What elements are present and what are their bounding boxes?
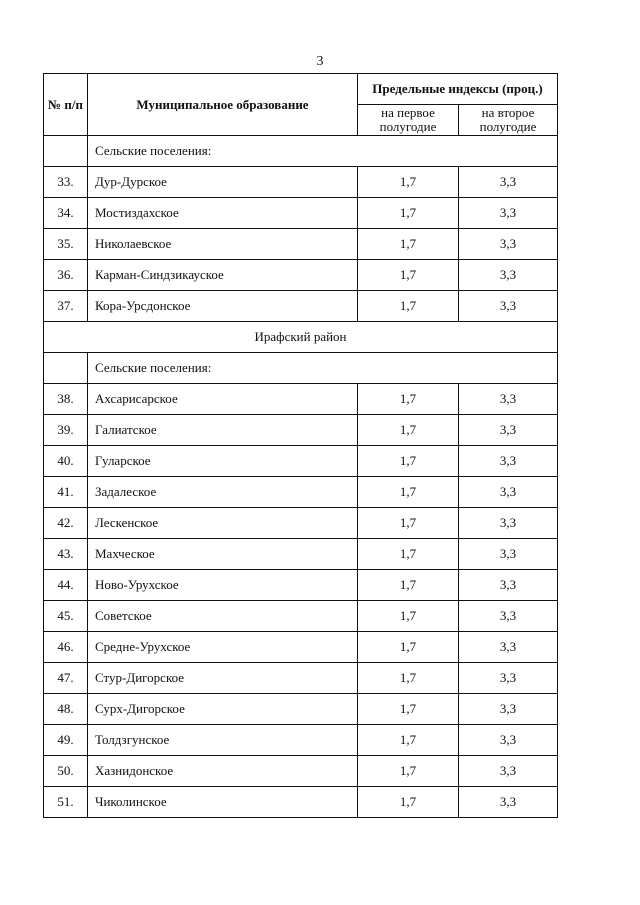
row-second-half-value: 3,3: [459, 663, 558, 694]
row-name: Стур-Дигорское: [88, 663, 358, 694]
row-name: Махческое: [88, 539, 358, 570]
row-second-half-value: 3,3: [459, 756, 558, 787]
table-row: [44, 477, 558, 508]
row-second-half-value: 3,3: [459, 415, 558, 446]
row-first-half-value: 1,7: [358, 756, 459, 787]
row-number: 33.: [44, 167, 88, 198]
row-second-half-value: 3,3: [459, 725, 558, 756]
row-first-half-value: 1,7: [358, 632, 459, 663]
row-second-half-value: 3,3: [459, 694, 558, 725]
row-number: 34.: [44, 198, 88, 229]
section-label: Ирафский район: [44, 322, 558, 353]
row-name: Сурх-Дигорское: [88, 694, 358, 725]
row-number: 49.: [44, 725, 88, 756]
row-number: 39.: [44, 415, 88, 446]
table-row: [44, 570, 558, 601]
row-first-half-value: 1,7: [358, 477, 459, 508]
row-name: Задалеское: [88, 477, 358, 508]
row-number: 37.: [44, 291, 88, 322]
table-row: [44, 446, 558, 477]
row-name: Средне-Урухское: [88, 632, 358, 663]
table-row: [44, 632, 558, 663]
header-num: № п/п: [44, 74, 88, 136]
table-row: [44, 787, 558, 818]
table-row: [44, 756, 558, 787]
subheader-label: Сельские поселения:: [88, 353, 558, 384]
row-name: Чиколинское: [88, 787, 358, 818]
row-name: Гуларское: [88, 446, 358, 477]
row-number: 38.: [44, 384, 88, 415]
row-name: Хазнидонское: [88, 756, 358, 787]
header-first-half: на первое полугодие: [358, 105, 459, 136]
row-name: Мостиздахское: [88, 198, 358, 229]
page-number: 3: [316, 54, 324, 69]
row-second-half-value: 3,3: [459, 539, 558, 570]
table-row: [44, 663, 558, 694]
row-name: Карман-Синдзикауское: [88, 260, 358, 291]
row-number: 35.: [44, 229, 88, 260]
row-first-half-value: 1,7: [358, 663, 459, 694]
row-first-half-value: 1,7: [358, 570, 459, 601]
empty-cell: [44, 353, 88, 384]
row-name: Ново-Урухское: [88, 570, 358, 601]
row-first-half-value: 1,7: [358, 384, 459, 415]
table-row: [44, 260, 558, 291]
subheader-label: Сельские поселения:: [88, 136, 558, 167]
empty-cell: [44, 136, 88, 167]
row-name: Кора-Урсдонское: [88, 291, 358, 322]
row-number: 42.: [44, 508, 88, 539]
row-first-half-value: 1,7: [358, 601, 459, 632]
row-number: 48.: [44, 694, 88, 725]
table-row: [44, 415, 558, 446]
row-number: 36.: [44, 260, 88, 291]
subheader-row: [44, 136, 558, 167]
row-first-half-value: 1,7: [358, 291, 459, 322]
row-name: Ахсарисарское: [88, 384, 358, 415]
row-second-half-value: 3,3: [459, 787, 558, 818]
row-name: Галиатское: [88, 415, 358, 446]
section-row: [44, 322, 558, 353]
row-name: Лескенское: [88, 508, 358, 539]
indices-table: [43, 73, 558, 818]
row-first-half-value: 1,7: [358, 446, 459, 477]
row-number: 45.: [44, 601, 88, 632]
table-row: [44, 725, 558, 756]
row-second-half-value: 3,3: [459, 229, 558, 260]
table-row: [44, 539, 558, 570]
table-row: [44, 229, 558, 260]
row-number: 46.: [44, 632, 88, 663]
row-first-half-value: 1,7: [358, 229, 459, 260]
row-first-half-value: 1,7: [358, 787, 459, 818]
row-second-half-value: 3,3: [459, 570, 558, 601]
row-second-half-value: 3,3: [459, 446, 558, 477]
row-second-half-value: 3,3: [459, 508, 558, 539]
header-second-half: на второе полугодие: [459, 105, 558, 136]
row-second-half-value: 3,3: [459, 291, 558, 322]
row-second-half-value: 3,3: [459, 198, 558, 229]
row-first-half-value: 1,7: [358, 198, 459, 229]
row-first-half-value: 1,7: [358, 539, 459, 570]
table-row: [44, 167, 558, 198]
row-second-half-value: 3,3: [459, 601, 558, 632]
row-second-half-value: 3,3: [459, 477, 558, 508]
table-row: [44, 291, 558, 322]
row-name: Николаевское: [88, 229, 358, 260]
row-first-half-value: 1,7: [358, 725, 459, 756]
table-row: [44, 694, 558, 725]
row-number: 44.: [44, 570, 88, 601]
header-name: Муниципальное образование: [88, 74, 358, 136]
table-body: [44, 136, 558, 818]
table-row: [44, 198, 558, 229]
row-first-half-value: 1,7: [358, 694, 459, 725]
table-row: [44, 601, 558, 632]
row-second-half-value: 3,3: [459, 384, 558, 415]
row-name: Дур-Дурское: [88, 167, 358, 198]
subheader-row: [44, 353, 558, 384]
row-first-half-value: 1,7: [358, 415, 459, 446]
row-first-half-value: 1,7: [358, 508, 459, 539]
row-number: 41.: [44, 477, 88, 508]
row-number: 40.: [44, 446, 88, 477]
header-indices: Предельные индексы (проц.): [358, 74, 558, 105]
table-row: [44, 384, 558, 415]
row-number: 51.: [44, 787, 88, 818]
row-number: 47.: [44, 663, 88, 694]
row-number: 43.: [44, 539, 88, 570]
row-second-half-value: 3,3: [459, 260, 558, 291]
row-first-half-value: 1,7: [358, 167, 459, 198]
row-second-half-value: 3,3: [459, 167, 558, 198]
row-name: Советское: [88, 601, 358, 632]
row-number: 50.: [44, 756, 88, 787]
row-first-half-value: 1,7: [358, 260, 459, 291]
row-name: Толдзгунское: [88, 725, 358, 756]
row-second-half-value: 3,3: [459, 632, 558, 663]
table-row: [44, 508, 558, 539]
